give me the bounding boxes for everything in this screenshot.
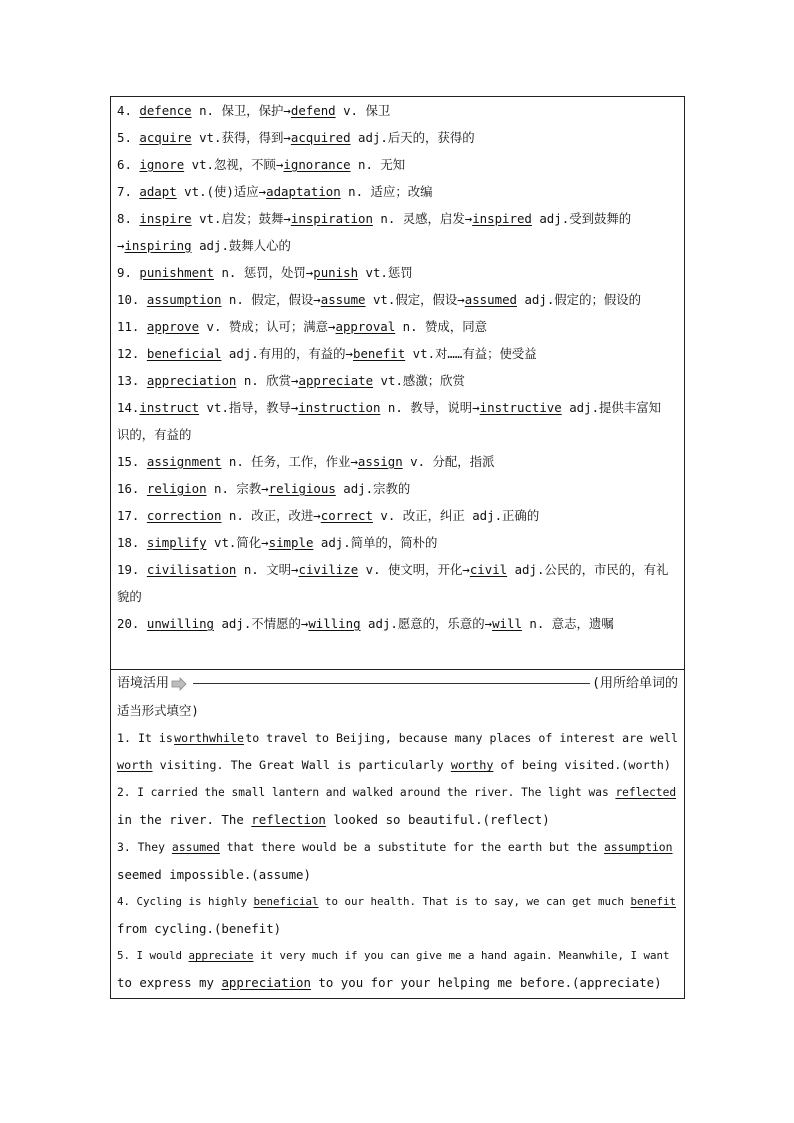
vocab-item-6: 6. ignore vt.忽视，不顾→ignorance n. 无知 [117,157,406,172]
answer-blank: appreciate [188,949,254,962]
vocab-item-18: 18. simplify vt.简化→simple adj.简单的，简朴的 [117,535,438,550]
arrow-icon: → [464,211,473,226]
vocab-derived-word: simple [268,535,314,550]
vocab-word: defence [139,103,192,118]
arrow-icon: → [283,211,291,226]
vocab-derived-word: civil [469,562,508,577]
section-instruction-continued: 适当形式填空) [117,703,199,718]
vocab-derived-word: assign [357,454,403,469]
arrow-icon: → [300,616,309,631]
vocab-item-19: 19. civilisation n. 文明→civilize v. 使文明，开化→civil adj.公民的，市民的，有礼 [117,562,669,577]
exercise-3: 3. They assumed that there would be a substitute for the earth but the assumption [117,840,673,854]
vocab-item-14: 14.instruct vt.指导，教导→instruction n. 教导，说明→instructive adj.提供丰富知 [117,400,661,415]
vocab-derived-word: inspired [472,211,532,226]
vocab-derived-word: approval [335,319,396,334]
answer-blank: assumed [171,840,220,854]
arrow-icon: → [290,400,299,415]
answer-blank: beneficial [253,895,319,908]
double-arrow-icon [171,677,189,691]
arrow-icon: → [305,265,314,280]
vocab-item-15: 15. assignment n. 任务，工作，作业→assign v. 分配，指派 [117,454,495,469]
exercise-1: 1. It is worthwhile to travel to Beijing, because many places of interest are well [117,725,678,752]
arrow-icon: → [313,292,321,307]
vocab-item-8-continued: →inspiring adj.鼓舞人心的 [117,238,291,253]
vocab-item-5: 5. acquire vt.获得，得到→acquired adj.后天的，获得的 [117,130,475,145]
vocab-derived-word: willing [308,616,361,631]
vocab-word: adapt [139,184,177,199]
arrow-icon: → [261,481,269,496]
vocab-derived-word: instruction [298,400,381,415]
vocab-derived-word: defend [290,103,336,118]
vocab-word: instruct [139,400,200,415]
vocab-item-4: 4. defence n. 保卫，保护→defend v. 保卫 [117,103,391,118]
vocabulary-section [111,97,684,670]
vocab-item-17: 17. correction n. 改正，改进→correct v. 改正，纠正 adj.正确的 [117,508,540,523]
exercise-4: 4. Cycling is highly beneficial to our health. That is to say, we can get much benefit [117,895,677,908]
arrow-icon: → [291,373,299,388]
arrow-icon: → [117,238,125,253]
exercise-4-continued: from cycling.(benefit) [117,921,282,936]
answer-blank: worthy [450,758,494,772]
answer-blank: appreciation [221,975,311,990]
arrow-icon: → [484,616,493,631]
section-title: 语境活用 [117,676,170,691]
vocab-item-12: 12. beneficial adj.有用的，有益的→benefit vt.对……有益；使受益 [117,346,537,361]
vocab-derived-word: acquired [290,130,351,145]
vocab-item-20: 20. unwilling adj.不情愿的→willing adj.愿意的，乐意的→will n. 意志，遗嘱 [117,616,614,631]
vocab-derived-word: assumed [464,292,517,307]
vocab-word: correction [146,508,222,523]
exercise-2: 2. I carried the small lantern and walked around the river. The light was reflected [117,786,677,799]
vocab-derived-word: inspiration [290,211,373,226]
vocab-item-13: 13. appreciation n. 欣赏→appreciate vt.感激；欣赏 [117,373,465,388]
vocab-word: ignore [139,157,185,172]
vocab-word: appreciation [146,373,237,388]
vocab-item-9: 9. punishment n. 惩罚，处罚→punish vt.惩罚 [117,265,413,280]
section-instruction: (用所给单词的 [592,676,678,691]
vocab-word: beneficial [146,346,222,361]
vocab-word: simplify [146,535,207,550]
answer-blank: worthwhile [174,731,244,745]
vocab-derived-word: appreciate [298,373,374,388]
vocab-item-10: 10. assumption n. 假定，假设→assume vt.假定，假设→assumed adj.假定的；假设的 [117,292,642,307]
vocab-derived-word: ignorance [283,157,351,172]
arrow-icon: → [275,157,284,172]
vocab-derived-word: benefit [352,346,406,361]
vocab-derived-word: assume [320,292,366,307]
exercise-3-continued: seemed impossible.(assume) [117,867,311,882]
vocab-word: assignment [146,454,222,469]
vocab-derived-word: religious [268,481,336,496]
answer-blank: worth [117,758,153,772]
arrow-icon: → [328,319,336,334]
vocab-word: assumption [146,292,222,307]
arrow-icon: → [258,184,267,199]
header-rule [193,683,590,684]
vocab-derived-word: civilize [298,562,359,577]
vocab-word: religion [146,481,207,496]
section-header [117,670,678,697]
answer-blank: assumption [603,840,673,854]
answer-blank: reflection [251,812,326,827]
vocab-derived-word: inspiring [124,238,192,253]
vocab-item-8: 8. inspire vt.启发；鼓舞→inspiration n. 灵感，启发→inspired adj.受到鼓舞的 [117,211,632,226]
exercise-1-continued: worth visiting. The Great Wall is particularly worthy of being visited.(worth) [117,758,672,772]
answer-blank: benefit [630,895,677,908]
exercise-2-continued: in the river. The reflection looked so beautiful.(reflect) [117,812,550,827]
arrow-icon: → [291,562,299,577]
arrow-icon: → [472,400,480,415]
vocab-derived-word: adaptation [266,184,341,199]
vocab-word: inspire [139,211,192,226]
vocab-item-7: 7. adapt vt.(使)适应→adaptation n. 适应；改编 [117,184,433,199]
vocab-derived-word: instructive [479,400,562,415]
arrow-icon: → [462,562,470,577]
arrow-icon: → [283,130,291,145]
vocab-item-11: 11. approve v. 赞成；认可；满意→approval n. 赞成，同意 [117,319,487,334]
vocab-derived-word: punish [313,265,359,280]
vocab-word: acquire [139,130,192,145]
arrow-icon: → [283,103,291,118]
vocab-word: civilisation [146,562,237,577]
arrow-icon: → [313,508,321,523]
arrow-icon: → [345,346,353,361]
exercise-5-continued: to express my appreciation to you for your helping me before.(appreciate) [117,975,662,990]
worksheet-frame [110,96,685,999]
vocab-derived-word: correct [320,508,373,523]
vocab-derived-word: will [492,616,522,631]
vocab-item-19-continued: 貌的 [117,589,142,604]
vocab-item-16: 16. religion n. 宗教→religious adj.宗教的 [117,481,411,496]
answer-blank: reflected [615,786,677,799]
arrow-icon: → [261,535,269,550]
exercise-5: 5. I would appreciate it very much if you can give me a hand again. Meanwhile, I want [117,949,670,962]
arrow-icon: → [350,454,358,469]
vocab-word: punishment [139,265,214,280]
arrow-icon: → [457,292,465,307]
vocab-word: unwilling [146,616,214,631]
vocab-word: approve [146,319,200,334]
vocab-item-14-continued: 识的，有益的 [117,427,192,442]
